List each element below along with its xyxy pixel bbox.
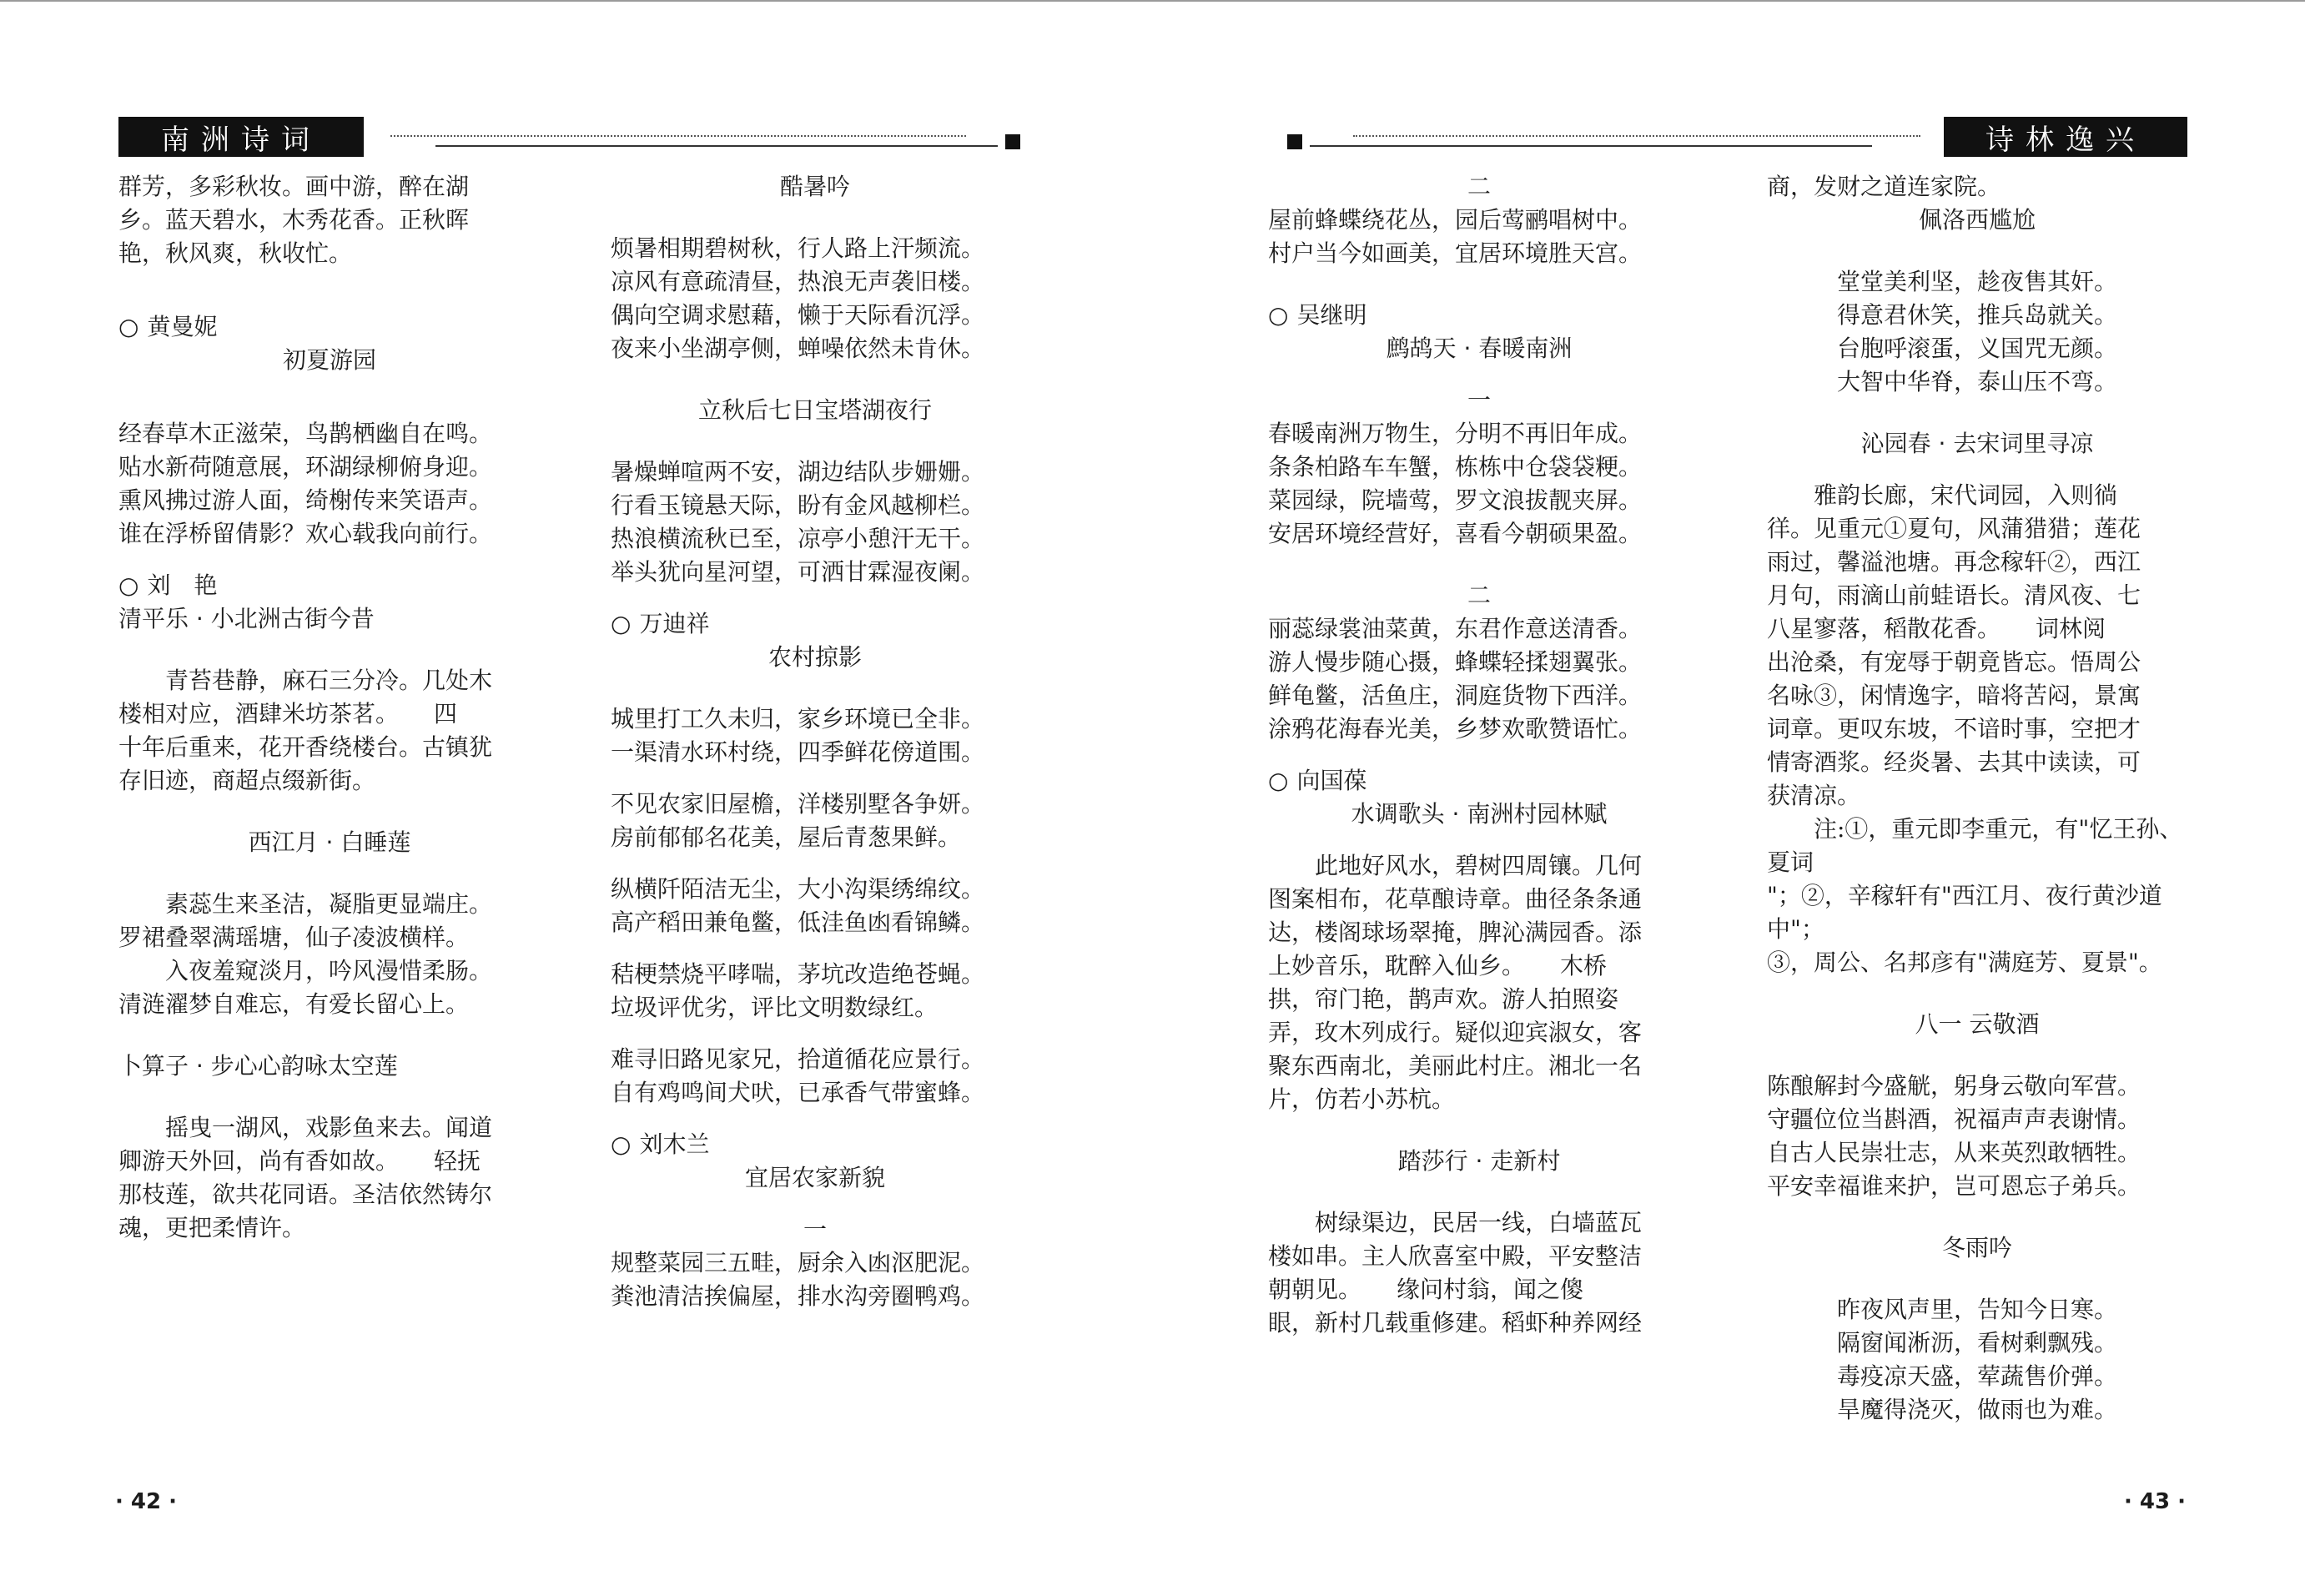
poem-line: 片，仿若小苏杭。 bbox=[1268, 1085, 1456, 1113]
poem-line: 旱魔得浇灭，做雨也为难。 bbox=[1836, 1396, 2117, 1423]
poem-line: 春暖南洲万物生，分明不再旧年成。 bbox=[1268, 420, 1643, 447]
right-header-label: 诗林逸兴 bbox=[1944, 117, 2187, 157]
poem-line: 卿游天外回，尚有香如故。 轻抚 bbox=[118, 1147, 481, 1175]
right-header-square-mark bbox=[1287, 134, 1302, 149]
poem-line: 情寄酒浆。经炎暑、去其中读读，可 bbox=[1767, 748, 2141, 776]
poem-title: 农村掠影 bbox=[767, 643, 862, 671]
poem-line: 十年后重来，花开香绕楼台。古镇犹 bbox=[118, 733, 493, 761]
poem-line: 凉风有意疏清昼，热浪无声袭旧楼。 bbox=[611, 268, 985, 295]
author-wu-jiming: ○ 吴继明 bbox=[1268, 301, 1367, 329]
left-header-dotted-rule bbox=[390, 135, 966, 137]
left-header-solid-rule bbox=[435, 145, 998, 147]
poem-line: 八星寥落，稻散花香。 词林阅 bbox=[1767, 615, 2106, 642]
poem-line: 贴水新荷随意展，环湖绿柳俯身迎。 bbox=[118, 453, 493, 481]
poem-title: 初夏游园 bbox=[282, 346, 376, 374]
poem-line: 垃圾评优劣，评比文明数绿红。 bbox=[611, 994, 939, 1021]
poem-line: 堂堂美利坚，趁夜售其奸。 bbox=[1836, 268, 2117, 295]
poem-line: 举头犹向星河望，可洒甘霖湿夜阑。 bbox=[611, 558, 985, 586]
left-header-label: 南洲诗词 bbox=[118, 117, 364, 157]
column-1 bbox=[118, 170, 541, 1504]
right-page-number: · 43 · bbox=[2124, 1489, 2187, 1514]
poem-title: 卜算子 · 步心心韵咏太空莲 bbox=[118, 1052, 398, 1080]
poem-title: 宜居农家新貌 bbox=[744, 1164, 885, 1191]
poem-line: 达，楼阁球场翠掩，脾沁满园香。添 bbox=[1268, 919, 1643, 946]
poem-line: 大智中华脊，泰山压不弯。 bbox=[1836, 368, 2117, 395]
poem-title: 酷暑吟 bbox=[779, 173, 850, 200]
poem-line: 清涟濯梦自难忘，有爱长留心上。 bbox=[118, 990, 470, 1018]
footnote-line: ③，周公、名邦彦有"满庭芳、夏景"。 bbox=[1767, 949, 2162, 976]
column-4 bbox=[1767, 170, 2187, 1504]
poem-line: 青苔巷静，麻石三分冷。几处木 bbox=[165, 667, 493, 694]
poem-line: 烦暑相期碧树秋，行人路上汗频流。 bbox=[611, 234, 985, 262]
poem-line: 名咏③，闲情逸字，暗将苦闷，景寓 bbox=[1767, 682, 2141, 709]
poem-line: 存旧迹，商超点缀新街。 bbox=[118, 767, 376, 794]
column-3 bbox=[1268, 170, 1690, 1504]
poem-line: 平安幸福谁来护，岂可恩忘子弟兵。 bbox=[1767, 1172, 2141, 1200]
page-top-edge bbox=[0, 0, 2305, 2]
poem-section-number: 二 bbox=[1467, 173, 1491, 200]
poem-line: 摇曳一湖风，戏影鱼来去。闻道 bbox=[165, 1114, 493, 1141]
poem-line: 房前郁郁名花美，屋后青葱果鲜。 bbox=[611, 823, 962, 851]
poem-line: 难寻旧路见家兄，拾道循花应景行。 bbox=[611, 1045, 985, 1073]
poem-line: 素蕊生来圣洁，凝脂更显端庄。 bbox=[165, 890, 493, 918]
intro-line: 群芳，多彩秋妆。画中游，醉在湖 bbox=[118, 173, 470, 200]
poem-line: 入夜羞窥淡月，吟风漫惜柔肠。 bbox=[165, 957, 493, 984]
poem-line: 屋前蜂蝶绕花丛，园后莺鹂唱树中。 bbox=[1268, 206, 1643, 234]
poem-line: 弄，玫木列成行。疑似迎宾淑女，客 bbox=[1268, 1019, 1643, 1046]
intro-line: 商，发财之道连家院。 bbox=[1767, 173, 2001, 200]
poem-line: 朝朝见。 缘问村翁，闻之傻 bbox=[1268, 1276, 1584, 1303]
poem-section-number: 一 bbox=[1467, 386, 1491, 414]
poem-line: 村户当今如画美，宜居环境胜天宫。 bbox=[1268, 239, 1643, 267]
poem-title: 水调歌头 · 南洲村园林赋 bbox=[1351, 800, 1608, 828]
poem-line: 热浪横流秋已至，凉亭小憩汗无干。 bbox=[611, 525, 985, 552]
poem-section-number: 一 bbox=[803, 1216, 827, 1243]
poem-line: 秸梗禁烧平哮喘，茅坑改造绝苍蝇。 bbox=[611, 960, 985, 988]
poem-title: 鹧鸪天 · 春暖南洲 bbox=[1386, 335, 1573, 362]
column-2 bbox=[611, 170, 1019, 1504]
poem-line: 上妙音乐，耽醉入仙乡。 木桥 bbox=[1268, 952, 1608, 979]
left-page-number: · 42 · bbox=[115, 1489, 178, 1514]
poem-line: 眼，新村几载重修建。稻虾种养网经 bbox=[1268, 1309, 1643, 1337]
poem-line: 拱，帘门艳，鹊声欢。游人拍照姿 bbox=[1268, 985, 1619, 1013]
intro-line: 乡。蓝天碧水，木秀花香。正秋晖 bbox=[118, 206, 470, 234]
poem-line: 雅韵长廊，宋代词园，入则徜 bbox=[1814, 481, 2118, 509]
poem-line: 陈酿解封今盛觥，躬身云敬向军营。 bbox=[1767, 1072, 2141, 1100]
poem-title: 西江月 · 白睡莲 bbox=[248, 828, 411, 856]
poem-title: 清平乐 · 小北洲古街今昔 bbox=[118, 605, 375, 632]
footnote-line: "；②，辛稼轩有"西江月、夜行黄沙道中"； bbox=[1767, 882, 2162, 943]
poem-line: 熏风拂过游人面，绮榭传来笑语声。 bbox=[118, 486, 493, 514]
poem-line: 词章。更叹东坡，不谙时事，空把才 bbox=[1767, 715, 2141, 743]
author-huang-manni: ○ 黄曼妮 bbox=[118, 313, 218, 340]
left-header-square-mark bbox=[1005, 134, 1020, 149]
poem-line: 高产稻田兼龟鳖，低洼鱼凼看锦鳞。 bbox=[611, 909, 985, 936]
poem-line: 一渠清水环村绕，四季鲜花傍道围。 bbox=[611, 738, 985, 766]
poem-line: 涂鸦花海春光美，乡梦欢歌赞语忙。 bbox=[1268, 715, 1643, 743]
poem-section-number: 二 bbox=[1467, 582, 1491, 609]
poem-line: 那枝莲，欲共花同语。圣洁依然铸尔 bbox=[118, 1181, 493, 1208]
poem-line: 自有鸡鸣间犬吠，已承香气带蜜蜂。 bbox=[611, 1079, 985, 1106]
poem-line: 得意君休笑，推兵岛就关。 bbox=[1836, 301, 2117, 329]
poem-line: 魂，更把柔情许。 bbox=[118, 1214, 306, 1241]
author-xiang-guobao: ○ 向国葆 bbox=[1268, 767, 1367, 794]
author-liu-yan: ○ 刘 艳 bbox=[118, 571, 218, 599]
poem-line: 城里打工久未归，家乡环境已全非。 bbox=[611, 705, 985, 733]
poem-line: 规整菜园三五畦，厨余入凼沤肥泥。 bbox=[611, 1249, 985, 1276]
author-wan-dixiang: ○ 万迪祥 bbox=[611, 610, 710, 637]
poem-line: 不见农家旧屋檐，洋楼别墅各争妍。 bbox=[611, 790, 985, 818]
right-header-solid-rule bbox=[1310, 145, 1872, 147]
poem-title: 沁园春 · 去宋词里寻凉 bbox=[1860, 430, 2094, 457]
poem-line: 月句，雨滴山前蛙语长。清风夜、七 bbox=[1767, 582, 2141, 609]
poem-line: 游人慢步随心摄，蜂蝶轻揉翅翼张。 bbox=[1268, 648, 1643, 676]
poem-line: 粪池清洁挨偏屋，排水沟旁圈鸭鸡。 bbox=[611, 1282, 985, 1310]
poem-title: 踏莎行 · 走新村 bbox=[1397, 1147, 1561, 1175]
poem-line: 楼相对应，酒肆米坊茶茗。 四 bbox=[118, 700, 458, 728]
poem-line: 菜园绿，院墙莺，罗文浪拔靓夹屏。 bbox=[1268, 486, 1643, 514]
poem-line: 自古人民崇壮志，从来英烈敢牺牲。 bbox=[1767, 1139, 2141, 1166]
poem-line: 守疆位位当斟酒，祝福声声表谢情。 bbox=[1767, 1105, 2141, 1133]
poem-line: 昨夜风声里，告知今日寒。 bbox=[1836, 1296, 2117, 1323]
poem-line: 徉。见重元①夏句，风蒲猎猎；莲花 bbox=[1767, 515, 2141, 542]
right-header-dotted-rule bbox=[1353, 135, 1920, 137]
poem-line: 经春草木正滋荣，鸟鹊栖幽自在鸣。 bbox=[118, 420, 493, 447]
poem-line: 条条柏路车车蟹，栋栋中仓袋袋粳。 bbox=[1268, 453, 1643, 481]
poem-line: 丽蕊绿裳油菜黄，东君作意送清香。 bbox=[1268, 615, 1643, 642]
poem-line: 夜来小坐湖亭侧，蝉噪依然未肯休。 bbox=[611, 335, 985, 362]
poem-line: 行看玉镜悬天际，盼有金风越柳栏。 bbox=[611, 491, 985, 519]
poem-title: 八一 云敬酒 bbox=[1915, 1010, 2040, 1038]
poem-line: 隔窗闻淅沥，看树剩飘残。 bbox=[1836, 1329, 2117, 1357]
intro-line: 艳，秋风爽，秋收忙。 bbox=[118, 239, 353, 267]
footnote-line: 注:①，重元即李重元，有"忆王孙、夏词 bbox=[1767, 815, 2183, 876]
poem-line: 偶向空调求慰藉，懒于天际看沉浮。 bbox=[611, 301, 985, 329]
poem-line: 图案相布，花草酿诗章。曲径条条通 bbox=[1268, 885, 1643, 913]
poem-line: 谁在浮桥留倩影？欢心载我向前行。 bbox=[118, 520, 493, 547]
poem-line: 获清凉。 bbox=[1767, 782, 1861, 809]
poem-line: 此地好风水，碧树四周镶。几何 bbox=[1315, 852, 1643, 879]
poem-line: 楼如串。主人欣喜室中殿，平安整洁 bbox=[1268, 1242, 1643, 1270]
poem-line: 罗裙叠翠满瑶塘，仙子凌波横样。 bbox=[118, 924, 470, 951]
poem-line: 雨过，馨溢池塘。再念稼轩②，西江 bbox=[1767, 548, 2141, 576]
poem-line: 聚东西南北，美丽此村庄。湘北一名 bbox=[1268, 1052, 1643, 1080]
poem-line: 树绿渠边，民居一线，白墙蓝瓦 bbox=[1315, 1209, 1643, 1236]
poem-title: 立秋后七日宝塔湖夜行 bbox=[697, 396, 932, 424]
poem-line: 毒疫凉天盛，荤蔬售价弹。 bbox=[1836, 1362, 2117, 1390]
poem-line: 暑燥蝉喧两不安，湖边结队步姗姗。 bbox=[611, 458, 985, 486]
poem-line: 出沧桑，有宠辱于朝竟皆忘。悟周公 bbox=[1767, 648, 2141, 676]
poem-line: 纵横阡陌洁无尘，大小沟渠绣绵纹。 bbox=[611, 875, 985, 903]
poem-title: 冬雨吟 bbox=[1941, 1234, 2012, 1261]
poem-title: 佩洛西尴尬 bbox=[1918, 206, 2036, 234]
author-liu-mulan: ○ 刘木兰 bbox=[611, 1130, 710, 1158]
poem-line: 台胞呼滚蛋，义国咒无颜。 bbox=[1836, 335, 2117, 362]
poem-line: 鲜龟鳖，活鱼庄，洞庭货物下西洋。 bbox=[1268, 682, 1643, 709]
poem-line: 安居环境经营好，喜看今朝硕果盈。 bbox=[1268, 520, 1643, 547]
